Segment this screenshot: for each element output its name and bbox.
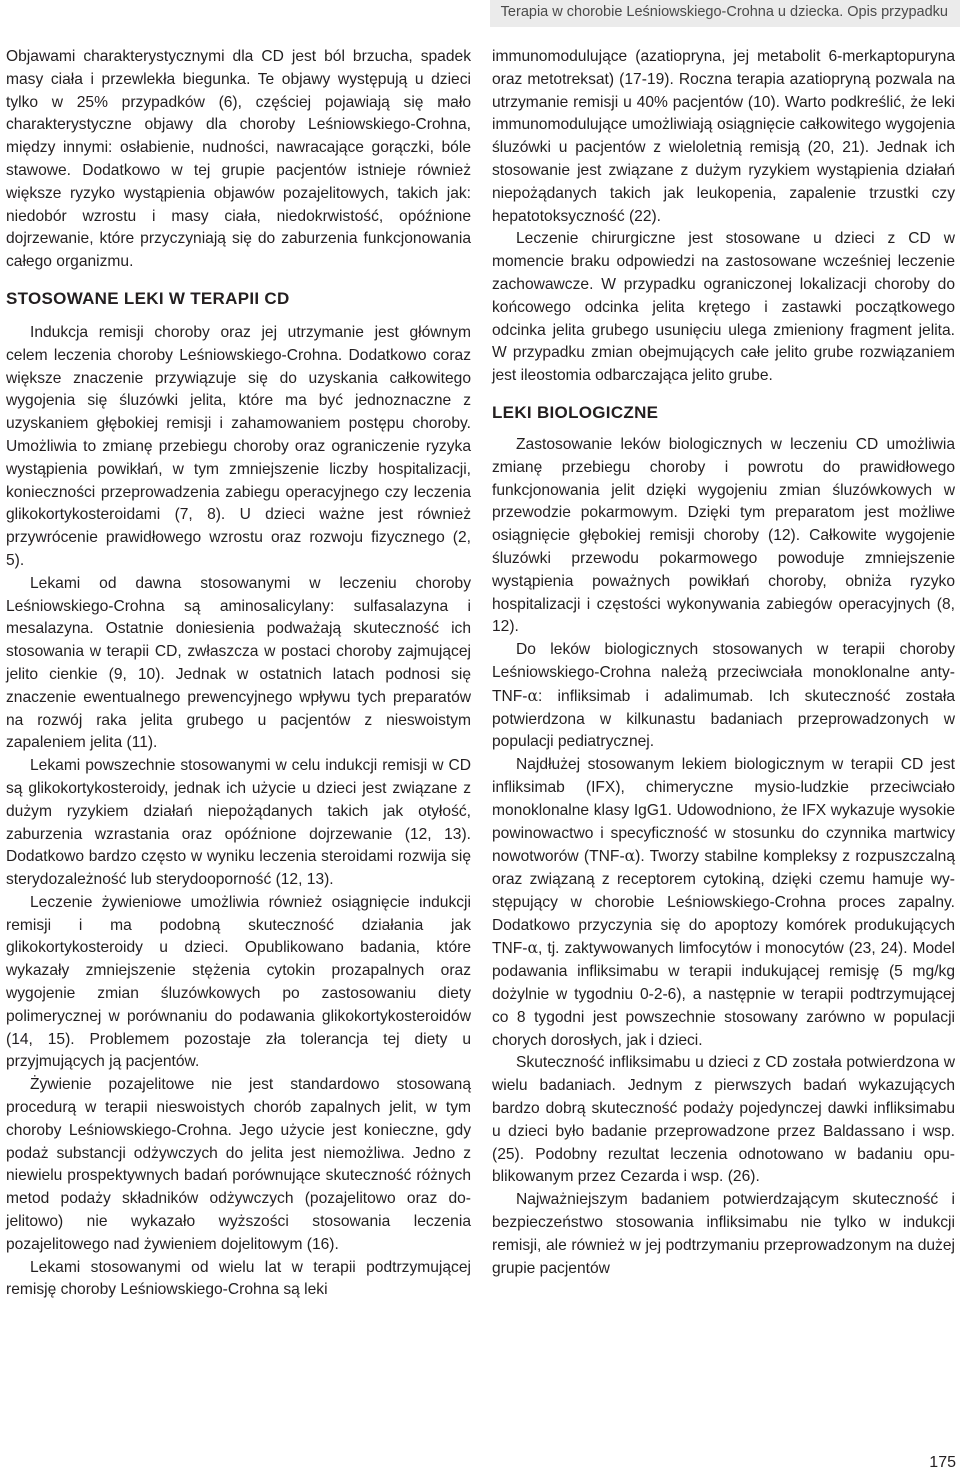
infliximab-text-b: ). Tworzy stabilne kompleksy z rozpuszczalną oraz związaną z receptorem cytokiną, dzięki czemu hamuje występujący w chorobie Leśniowskiego-Crohna proces zapalny. Dodatkowo przyczynia się do apoptozy komórek produkujących TNF-	[492, 848, 956, 958]
infliximab-text-c: , tj. zaktywowanych limfocytów i monocytów (23, 24). Model podawania infliksimabu w terapii indukującej remisję (5 mg/kg dożylnie w tygodniu 0-2-6), a następnie w terapii podtrzymującej co 8 tygodni jest powszechnie stosowany zarówno w populacji chorych dorosłych, jak i dzieci.	[492, 940, 955, 1049]
paragraph-parenteral: Żywienie pozajelitowe nie jest standardowo stosowaną procedurą w terapii nieswoistych chorób zapalnych jelit, w tym choroby Leśniowskiego-Crohna. Jego użycie jest konieczne, gdy podaż substancji odżywczych do jelita jest niemożliwa. Jedno z niewielu prospektywnych badań porównujące skuteczność różnych metod podaży składników odżywczych (pozajelitowo oraz dojelitowo) nie wykazało wyższości stosowania leczenia pozajelitowego nad żywieniem dojelitowym (16).	[6, 1076, 471, 1253]
paragraph-aminosalicylates: Lekami od dawna stosowanymi w leczeniu choroby Leśniowskiego-Crohna są aminosalicylany: sulfasalazyna i mesalazyna. Ostatnie doniesienia podważają skuteczność ich stosowania w terapii CD, zwłaszcza w postaci choroby zajmującej jelito cienkie (9, 10). Jednak w ostatnich latach podnosi się znaczenie ewentualnego prewencyjnego wpływu tych preparatów na rozwój raka jelita grubego u pacjentów z nieswoistym zapaleniem jelita (11).	[6, 574, 471, 752]
paragraph-maintenance: Lekami stosowanymi od wielu lat w terapii podtrzymującej remisję choroby Leśniowskiego-Crohna są leki	[6, 1258, 471, 1299]
infliximab-text-a: Najdłużej stosowanym lekiem biologicznym w terapii CD jest infliksimab (IFX), chimeryczne mysio-ludzkie przeciwciało monoklonalne klasy IgG1. Udowodniono, że IFX wykazuje wysokie powinowactwo i specyficzność w stosunku do czynnika martwicy nowotworów (TNF-	[492, 756, 955, 866]
running-title: Terapia w chorobie Leśniowskiego-Crohna u dziecka. Opis przypadku	[500, 4, 948, 20]
paragraph-nutrition: Leczenie żywieniowe umożliwia również osiągnięcie indukcji remisji i ma podobną skuteczność działania jak glikokortykosteroidy u dzieci. Opublikowano badania, które wykazały zmniejszenie stężenia cytokin prozapalnych oraz wygojenie zmian śluzówkowych po zastosowaniu diety polimerycznej w porównaniu do podawania glikokortykosteroidów (14, 15). Problemem pozostaje zła tolerancja tej diety u przyjmujących ją pacjentów.	[6, 893, 471, 1071]
paragraph-remission-goal: Indukcja remisji choroby oraz jej utrzymanie jest głównym celem leczenia choroby Leśniowskiego-Crohna. Dodatkowo coraz większe znaczenie przywiązuje się do uzyskania całkowitego wygojenia się śluzówki jelita, które ma być jednoznaczne z uzyskaniem głębokiej remisji i zahamowaniem postępu choroby. Umożliwia to zmianę przebiegu choroby oraz ograniczenie ryzyka wystąpienia powikłań, w tym zmniejszenie liczby hospitalizacji, konieczności przeprowadzenia zabiegu operacyjnego czy leczenia glikokortykosteroidami (7, 8). U dzieci ważne jest również przywrócenie prawidłowego wzrostu oraz rozwoju fizycznego (2, 5).	[6, 323, 471, 569]
anti-tnf-text-b: : infliksimab i adalimumab. Ich skuteczność została potwierdzona w kilkunastu badaniach przeprowadzonych w populacji pediatrycznej.	[492, 687, 955, 751]
paragraph-biologics-intro: Zastosowanie leków biologicznych w leczeniu CD umożliwia zmianę przebiegu choroby i powrotu do prawidłowego funkcjonowania jelit dzięki wygojeniu zmian śluzówkowych w przewodzie pokarmowym. Dzięki tym preparatom jest możliwe osiągnięcie głębokiej remisji choroby (12). Całkowite wygojenie śluzówki przewodu pokarmowego powoduje zmniejszenie wystąpienia poważnych powikłań choroby, obniża ryzyko hospitalizacji i częstości wykonywania zabiegów operacyjnych (8, 12).	[492, 435, 955, 636]
alpha-symbol: α	[527, 686, 539, 705]
paragraph-surgery: Leczenie chirurgiczne jest stosowane u dzieci z CD w momencie braku odpowiedzi na zastosowane wcześniej leczenie zachowawcze. W przypadku ograniczonej lokalizacji choroby do końcowego odcinka jelita krętego i zastawki początkowego odcinka jelita grubego usunięciu ulega zmieniony fragment jelita. W przypadku zmian obejmujących całe jelito grube rozwiązaniem jest ileostomia odbarczająca jelito grube.	[492, 230, 955, 385]
running-header	[490, 0, 960, 27]
anti-tnf-text-a: Do leków biologicznych stosowanych w terapii choroby Leśniowskiego-Crohna należą przeciwciała monoklonalne anty-TNF-	[492, 641, 955, 705]
right-column	[492, 46, 955, 1280]
paragraph-immunomodulators: immunomodulujące (azatiopryna, jej metabolit 6-merkaptopuryna oraz metotreksat) (17-19). Roczna terapia azatiopryną pozwala na utrzymanie remisji u 40% pacjentów (10). Warto podkreślić, że leki immunomodulujące umożliwiają osiągnięcie całkowitego wygojenia śluzówki u pacjentów z wieloletnią remisją (20, 21). Jednak ich stosowanie jest związane z dużym ryzykiem wystąpienia działań niepożądanych takich jak leukopenia, zapalenie trzustki czy hepatotoksyczność (22).	[492, 48, 955, 225]
page-number: 175	[929, 1454, 956, 1471]
paragraph-anti-tnf	[492, 639, 955, 754]
paragraph-glucocorticoids: Lekami powszechnie stosowanymi w celu indukcji remisji w CD są glikokortykosteroidy, jednak ich użycie u dzieci jest związane z dużym ryzykiem działań niepożądanych takich jak otyłość, zaburzenia wzrastania oraz opóźnione dojrzewanie (12, 13). Dodatkowo bardzo często w wyniku leczenia steroidami rozwija się sterydozależność lub sterydooporność (12, 13).	[6, 757, 471, 889]
alpha-symbol: α	[527, 939, 539, 958]
paragraph-key-study: Najważniejszym badaniem potwierdzającym skuteczność i bezpieczeństwo stosowania infliksimabu nie tylko w indukcji remisji, ale również w jej podtrzymaniu przeprowadzonym na dużej grupie pacjentów	[492, 1191, 955, 1277]
section-heading-drugs: STOSOWANE LEKI W TERAPII CD	[6, 288, 290, 308]
paragraph-symptoms: Objawami charakterystycznymi dla CD jest ból brzucha, spadek masy ciała i przewlekła biegunka. Te objawy występują u dzieci tylko w 25% przypadków (6), częściej pojawiają się mało charakterystyczne objawy dla choroby Leśniowskiego-Crohna, między innymi: osłabienie, nudności, nawracające gorączki, bóle stawowe. Dodatkowo w tej grupie pacjentów istnieje również większe ryzyko wystąpienia objawów pozajelitowych, takich jak: niedobór wzrostu i masy ciała, niedokrwistość, opóźnione dojrzewanie, które przyczyniają się do zaburzenia funkcjonowania całego organizmu.	[6, 48, 471, 271]
paragraph-efficacy: Skuteczność infliksimabu u dzieci z CD została potwierdzona w wielu badaniach. Jednym z pierwszych badań wykazujących bardzo dobrą skuteczność podaży pojedynczej dawki infliksimabu u dzieci było badanie przeprowadzone przez Baldassano i wsp. (25). Podobny rezultat leczenia odnotowano w badaniu opublikowanym przez Cezarda i wsp. (26).	[492, 1054, 955, 1186]
left-column	[6, 46, 471, 1302]
alpha-symbol: α	[624, 847, 636, 866]
paragraph-infliximab	[492, 754, 955, 1052]
section-heading-biologics: LEKI BIOLOGICZNE	[492, 402, 659, 422]
